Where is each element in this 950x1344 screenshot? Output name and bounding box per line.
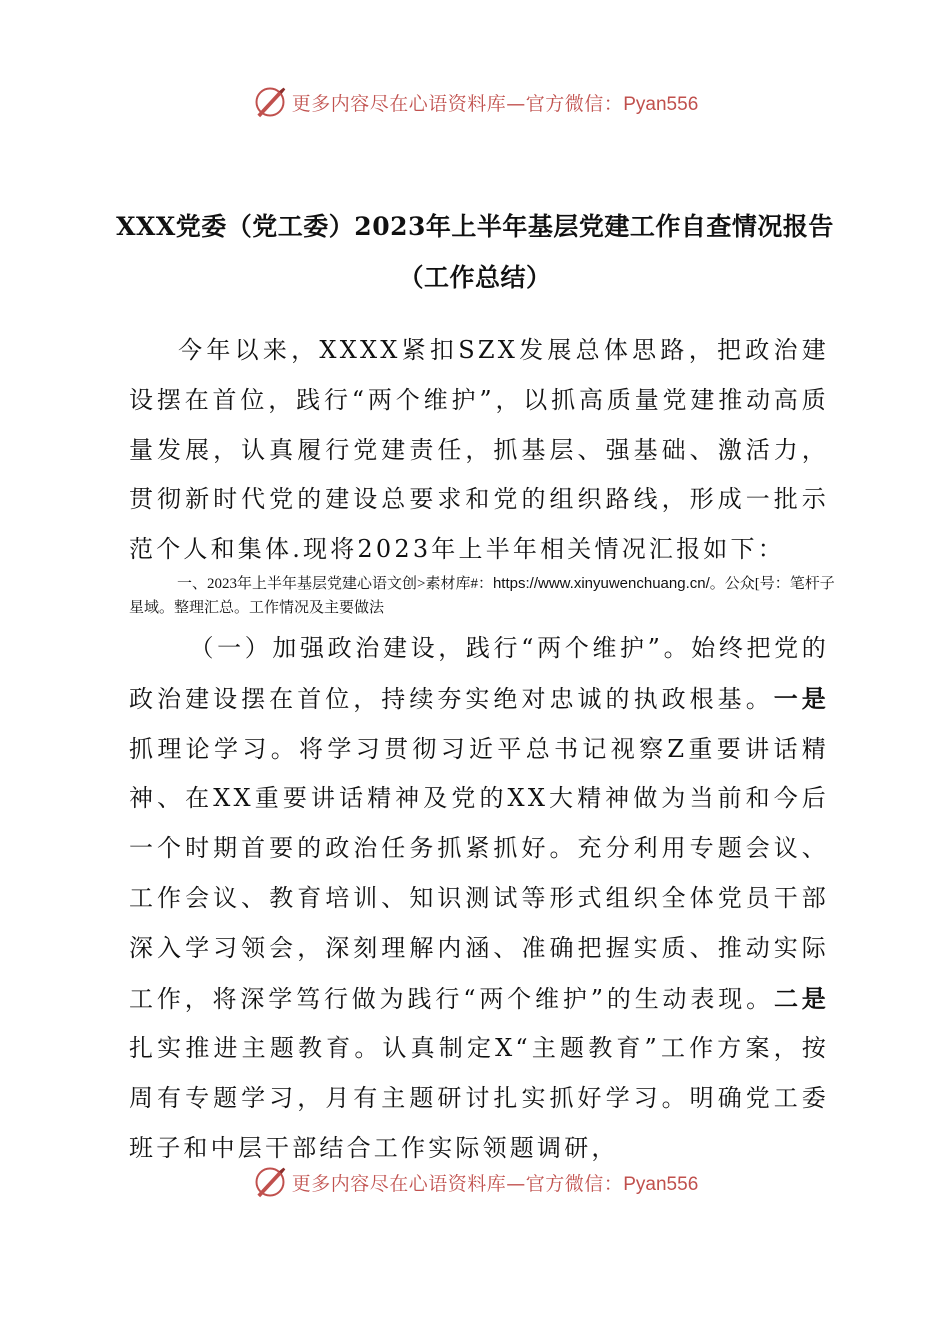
header-banner [0, 82, 950, 122]
bold-marker-1: 一是 [773, 683, 829, 713]
section-1-heading: （一）加强政治建设，践行“两个维护”。 [189, 634, 692, 662]
section-note: 一、2023年上半年基层党建心语文创>素材库#：https://www.xinyuwenchuang.cn/。公众[号：笔杆子星域。整理汇总。工作情况及主要做法 [129, 575, 835, 616]
wechat-id: Pyan556 [623, 93, 699, 115]
document-subtitle: （工作总结） [398, 263, 552, 292]
section-1-paragraph: （一）加强政治建设，践行“两个维护”。始终把党的政治建设摆在首位，持续夯实绝对忠诚的执政根基。一是抓理论学习。将学习贯彻习近平总书记视察Z重要讲话精神、在XX重要讲话精神及党的XX大精神做为当前和今后一个时期首要的政治任务抓紧抓好。充分利用专题会议、工作会议、教育培训、知识测试等形式组织全体党员干部深入学习领会，深刻理解内涵、准确把握实质、推动实际工作，将深学笃行做为践行“两个维护”的生动表现。二是扎实推进主题教育。认真制定X“主题教育”工作方案，按周有专题学习，月有主题研讨扎实抓好学习。明确党工委班子和中层干部结合工作实际领题调研， [129, 634, 829, 1162]
wechat-id: Pyan556 [623, 1173, 699, 1195]
note-url: https://www.xinyuwenchuang.cn/ [492, 575, 710, 592]
pen-logo-icon [252, 84, 288, 120]
intro-paragraph: 今年以来，XXXX紧扣SZX发展总体思路，把政治建设摆在首位，践行“两个维护”，以抓高质量党建推动高质量发展，认真履行党建责任，抓基层、强基础、激活力，贯彻新时代党的建设总要求和党的组织路线，形成一批示范个人和集体.现将2023年上半年相关情况汇报如下： [129, 336, 829, 564]
pen-logo-icon [252, 1164, 288, 1200]
bold-marker-2: 二是 [773, 983, 829, 1013]
document-title: XXX党委（党工委）2023年上半年基层党建工作自查情况报告 [116, 212, 834, 241]
banner-text: 更多内容尽在心语资料库—官方微信：Pyan556 [291, 92, 699, 115]
footer-banner [0, 1162, 950, 1202]
banner-text: 更多内容尽在心语资料库—官方微信：Pyan556 [291, 1172, 699, 1195]
